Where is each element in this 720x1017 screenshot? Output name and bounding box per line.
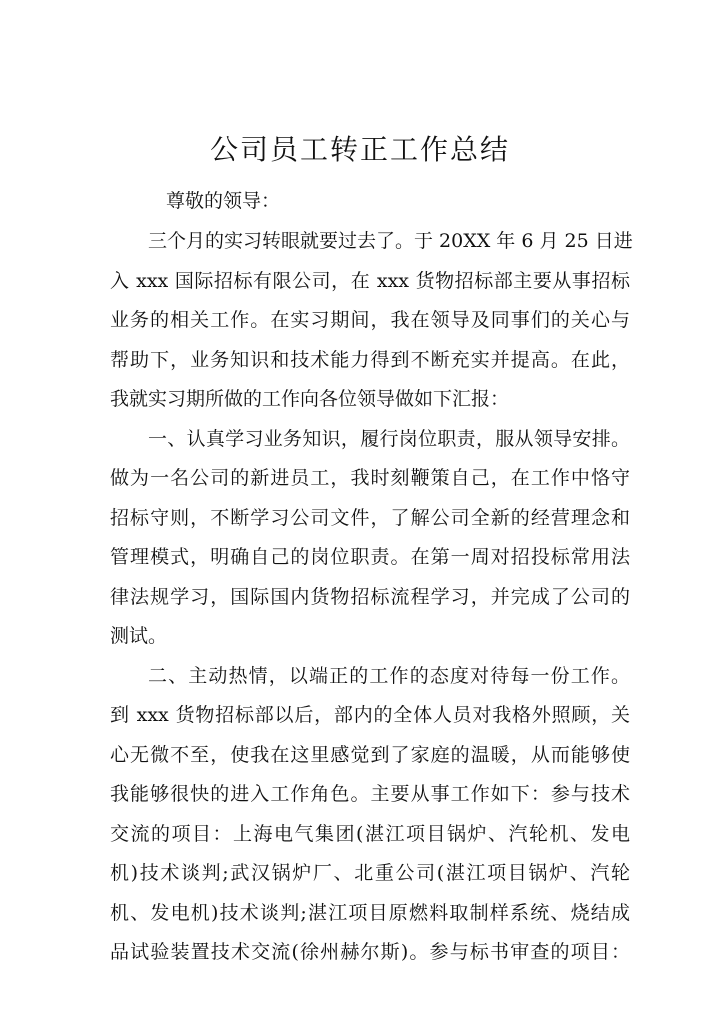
paragraph-line: 品试验装置技术交流(徐州赫尔斯)。参与标书审查的项目： xyxy=(110,941,630,963)
paragraph-line: 到 xxx 货物招标部以后，部内的全体人员对我格外照顾，关 xyxy=(110,704,630,726)
document-title: 公司员工转正工作总结 xyxy=(209,133,510,166)
paragraph-line: 一、认真学习业务知识，履行岗位职责，服从领导安排。 xyxy=(148,427,630,450)
paragraph-line: 三个月的实习转眼就要过去了。于 20XX 年 6 月 25 日进 xyxy=(148,230,633,252)
paragraph-line: 管理模式，明确自己的岗位职责。在第一周对招投标常用法 xyxy=(110,546,630,568)
paragraph-line: 我能够很快的进入工作角色。主要从事工作如下：参与技术 xyxy=(110,783,630,805)
document-body xyxy=(110,180,633,973)
paragraph-line: 业务的相关工作。在实习期间，我在领导及同事们的关心与 xyxy=(110,309,630,331)
paragraph-line: 机、发电机)技术谈判;湛江项目原燃料取制样系统、烧结成 xyxy=(110,901,630,924)
paragraph-line: 交流的项目：上海电气集团(湛江项目锅炉、汽轮机、发电 xyxy=(110,822,630,845)
paragraph-2 xyxy=(110,420,630,657)
salutation: 尊敬的领导： xyxy=(166,190,281,212)
paragraph-line: 测试。 xyxy=(110,625,168,647)
paragraph-line: 招标守则，不断学习公司文件，了解公司全新的经营理念和 xyxy=(110,506,630,529)
paragraph-line: 做为一名公司的新进员工，我时刻鞭策自己，在工作中恪守 xyxy=(110,467,630,489)
paragraph-line: 二、主动热情，以端正的工作的态度对待每一份工作。 xyxy=(148,664,630,687)
paragraph-line: 帮助下，业务知识和技术能力得到不断充实并提高。在此， xyxy=(110,348,630,371)
paragraph-line: 机)技术谈判;武汉锅炉厂、北重公司(湛江项目锅炉、汽轮 xyxy=(110,862,630,884)
paragraph-line: 律法规学习，国际国内货物招标流程学习，并完成了公司的 xyxy=(110,585,630,608)
paragraph-3 xyxy=(110,657,630,973)
paragraph-line: 入 xxx 国际招标有限公司，在 xxx 货物招标部主要从事招标 xyxy=(110,269,630,292)
paragraph-line: 我就实习期所做的工作向各位领导做如下汇报： xyxy=(110,388,510,410)
paragraph-1 xyxy=(110,222,633,420)
paragraph-line: 心无微不至，使我在这里感觉到了家庭的温暖，从而能够使 xyxy=(110,743,630,766)
